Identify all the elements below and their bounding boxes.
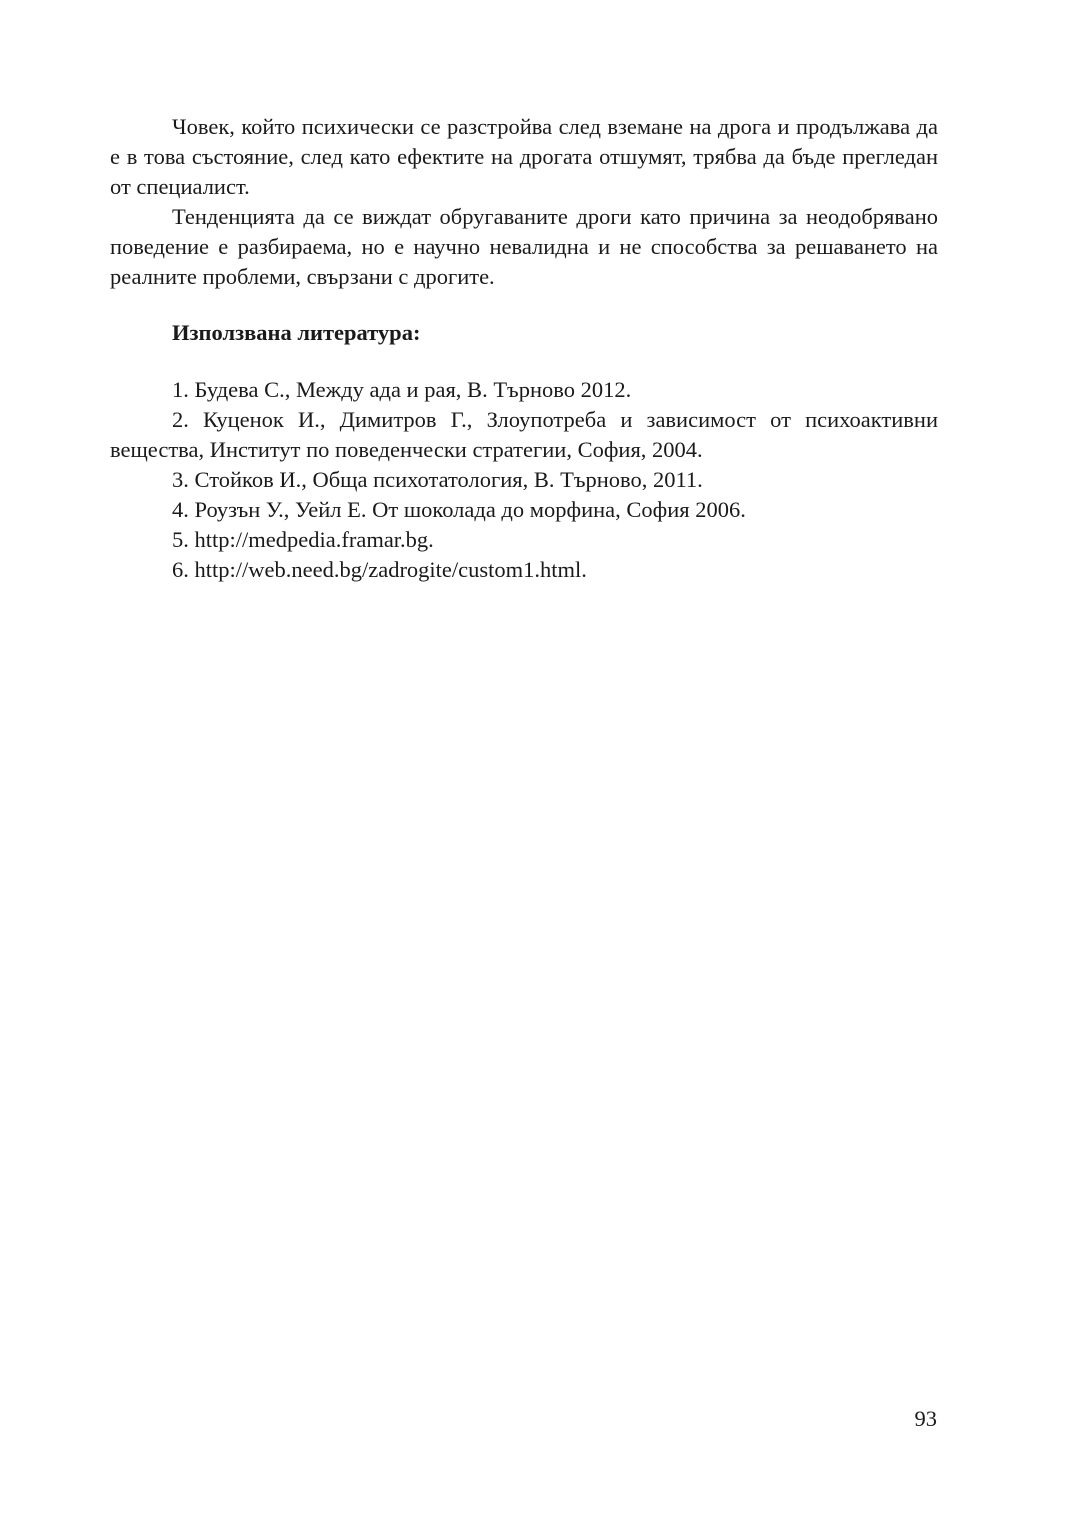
reference-item-5: 5. http://medpedia.framar.bg. bbox=[172, 527, 434, 552]
references-heading: Използвана литература: bbox=[172, 320, 421, 345]
body-paragraph-2: Тенденцията да се виждат обругаваните дроги като причина за неодобрявано поведение е разбираема, но е научно невалидна и не способства за решаването на реалните проблеми, свързани с дрогите. bbox=[110, 204, 938, 289]
reference-item-3: 3. Стойков И., Обща психотатология, В. Търново, 2011. bbox=[172, 467, 703, 492]
reference-item-6: 6. http://web.need.bg/zadrogite/custom1.html. bbox=[172, 557, 587, 582]
references-list bbox=[110, 375, 938, 585]
page-number: 93 bbox=[914, 1406, 937, 1431]
reference-item-4: 4. Роузън У., Уейл Е. От шоколада до морфина, София 2006. bbox=[172, 497, 746, 522]
body-paragraph-1: Човек, който психически се разстройва след вземане на дрога и продължава да е в това състояние, след като ефектите на дрогата отшумят, трябва да бъде прегледан от специалист. bbox=[110, 114, 938, 199]
body-text bbox=[110, 112, 938, 292]
reference-item-2: 2. Куценок И., Димитров Г., Злоупотреба и зависимост от психоактивни вещества, Институт по поведенчески стратегии, София, 2004. bbox=[110, 407, 938, 462]
reference-item-1: 1. Будева С., Между ада и рая, В. Търново 2012. bbox=[172, 377, 632, 402]
